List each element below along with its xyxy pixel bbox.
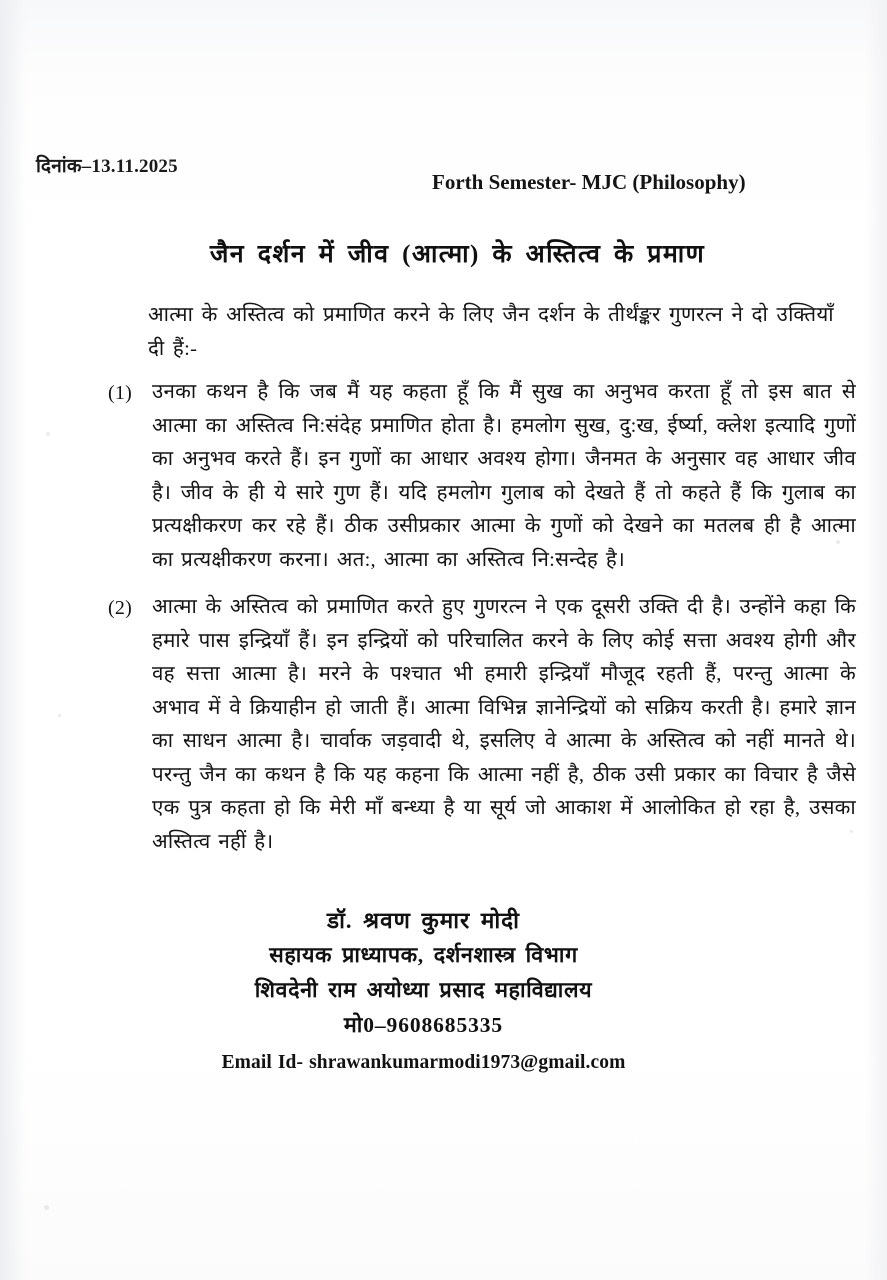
scan-speck — [44, 1205, 49, 1210]
author-designation: सहायक प्राध्यापक, दर्शनशास्त्र विभाग — [269, 943, 578, 967]
date-label: दिनांक–13.11.2025 — [36, 156, 178, 177]
paragraph-marker: (1) — [108, 382, 133, 404]
author-mobile: मो0–9608685335 — [343, 1013, 504, 1037]
author-name: डॉ. श्रवण कुमार मोदी — [327, 908, 520, 933]
page-title: जैन दर्शन में जीव (आत्मा) के अस्तित्व के प्रमाण — [209, 241, 706, 268]
scan-speck — [46, 432, 50, 436]
document-header — [0, 152, 887, 198]
author-email: Email Id- shrawankumarmodi1973@gmail.com — [221, 1052, 626, 1073]
scan-speck — [58, 714, 61, 717]
signature-block — [0, 903, 887, 1080]
paragraph-text: उनका कथन है कि जब मैं यह कहता हूँ कि मैं सुख का अनुभव करता हूँ तो इस बात से आत्मा का अस्तित्व नि:संदेह प्रमाणित होता है। हमलोग सुख, दु:ख, ईर्ष्या, क्लेश इत्यादि गुणों का अनुभव करते हैं। इन गुणों का आधार अवश्य होगा। जैनमत के अनुसार वह आधार जीव है। जीव के ही ये सारे गुण हैं। यदि हमलोग गुलाब को देखते हैं तो कहते हैं कि गुलाब का प्रत्यक्षीकरण कर रहे हैं। ठीक उसीप्रकार आत्मा के गुणों को देखने का मतलब ही है आत्मा का प्रत्यक्षीकरण करना। अत:, आत्मा का अस्तित्व नि:सन्देह है। — [152, 381, 856, 571]
course-title: Forth Semester- MJC (Philosophy) — [432, 170, 746, 194]
intro-paragraph: आत्मा के अस्तित्व को प्रमाणित करने के लिए जैन दर्शन के तीर्थंङ्कर गुणरत्न ने दो उक्तियाँ दी हैं:- — [148, 304, 834, 360]
paragraph-marker: (2) — [108, 597, 133, 619]
scan-speck — [850, 830, 853, 833]
numbered-paragraph — [108, 591, 856, 859]
author-institution: शिवदेनी राम अयोध्या प्रसाद महाविद्यालय — [254, 978, 593, 1002]
scan-speck — [836, 540, 840, 544]
numbered-paragraph — [108, 376, 856, 577]
paragraph-text: आत्मा के अस्तित्व को प्रमाणित करते हुए गुणरत्न ने एक दूसरी उक्ति दी है। उन्होंने कहा कि हमारे पास इन्द्रियाँ हैं। इन इन्द्रियों को परिचालित करने के लिए कोई सत्ता अवश्य होगी और वह सत्ता आत्मा है। मरने के पश्चात भी हमारी इन्द्रियाँ मौजूद रहती हैं, परन्तु आत्मा के अभाव में वे क्रियाहीन हो जाती हैं। आत्मा विभिन्न ज्ञानेन्द्रियों को सक्रिय करती है। हमारे ज्ञान का साधन आत्मा है। चार्वाक जड़वादी थे, इसलिए वे आत्मा के अस्तित्व को नहीं मानते थे। परन्तु जैन का कथन है कि यह कहना कि आत्मा नहीं है, ठीक उसी प्रकार का विचार है जैसे एक पुत्र कहता हो कि मेरी माँ बन्ध्या है या सूर्य जो आकाश में आलोकित हो रहा है, उसका अस्तित्व नहीं है। — [152, 596, 856, 853]
